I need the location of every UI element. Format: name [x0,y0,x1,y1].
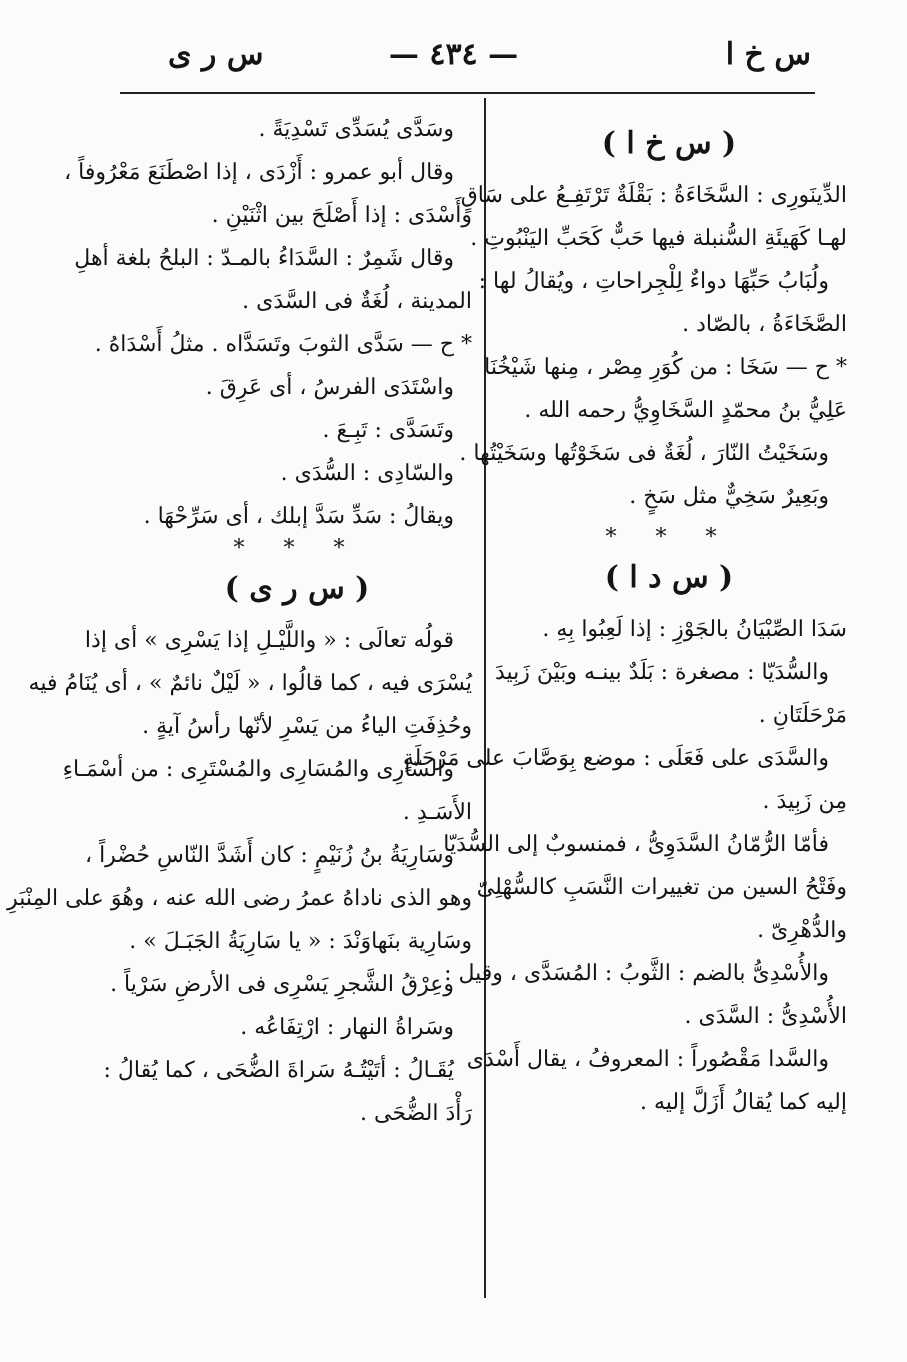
entry-line: والسّارِى والمُسَارِى والمُسْتَرِى : من أسْمَـاءِ [62,757,454,782]
entry-line: يُقَـالُ : أتَيْتُـهُ سَراةَ الضُّحَى ، كما يُقالُ : [103,1058,454,1083]
entry-line: وقال شَمِرٌ : السَّدَاءُ بالمـدّ : البلحُ بلغة أهلِ [74,246,454,271]
header-root-left: س ر ى [168,37,264,72]
entry-line: والسَّدَى على فَعَلَى : موضع بِوَصَّابَ على مَرْحَلَةٍ [402,746,829,771]
section-title-sada: ( س د ا ) [604,560,734,595]
entry-line: ولُبَابُ حَبِّهَا دواءٌ لِلْجِراحاتِ ، ويُقالُ لها : [478,269,829,294]
entry-line: والدُّهْرِىّ . [757,918,847,943]
left-column [7,117,472,1145]
entry-line: يُسْرَى فيه ، كما قالُوا ، « لَيْلٌ نائمٌ » ، أى يُنَامُ فيه [28,671,472,696]
entry-line: قولُه تعالَى : « واللَّيْـلِ إذا يَسْرِى » أى إذا [84,628,454,653]
entry-line: والأُسْدِىُّ بالضم : الثَّوبُ : المُسَدَّى ، وقيل : [444,961,829,986]
entry-line: وسَخَيْتُ النّارَ ، لُغَةٌ فى سَخَوْتُها وسَخَيْتُها . [459,441,829,466]
entry-line: وسَارِية بنَهاوَنْدَ : « يا سَارِيَةُ الجَبَـلَ » . [129,929,472,954]
entry-line: وسَارِيَةُ بنُ زُنَيْمٍ : كان أَشَدَّ النّاسِ حُضْراً ، [84,843,454,868]
entry-line: المدينة ، لُغَةٌ فى السَّدَى . [242,289,472,314]
entry-line: وعِرْقُ الشَّجرِ يَسْرِى فى الأرضِ سَرْياً . [110,972,454,997]
entry-line: الأُسْدِىُّ : السَّدَى . [684,1004,847,1029]
entry-line: الصَّخَاءَةُ ، بالصّاد . [682,312,847,337]
entry-line: وفَتْحُ السين من تغييرات النَّسَبِ كالسُّهْلِىّ [476,875,847,900]
section-separator: * * * [605,525,733,550]
entry-line: * ح — سَدَّى الثوبَ وتَسَدَّاه . مثلُ أَسْدَاهُ . [94,332,472,357]
entry-line: وقال أبو عمرو : أَزْدَى ، إذا اصْطَنَعَ مَعْرُوفاً ، [64,160,454,185]
entry-line: رَأْدَ الضُّحَى . [360,1101,472,1126]
entry-line: واسْتَدَى الفرسُ ، أى عَرِقَ . [205,375,454,400]
entry-line: ويقالُ : سَدِّ سَدَّ إبلك ، أى سَرِّحْهَا . [143,504,454,529]
entry-line: وأَسْدَى : إذا أَصْلَحَ بين اثْنَيْنِ . [211,203,472,228]
entry-line: وسَدَّى يُسَدِّى تَسْدِيَةً . [258,117,454,142]
entry-line: وحُذِفَتِ الياءُ من يَسْرِ لأنّها رأسُ آيةٍ . [142,714,472,739]
entry-line: مِن زَبِيدَ . [762,789,847,814]
entry-line: سَدَا الصِّبْيَانُ بالجَوْزِ : إذا لَعِبُوا بِهِ . [542,617,847,642]
section-title-sakha: ( س خ ا ) [601,126,737,161]
entry-line: لهـا كَهَيئَةِ السُّنبلة فيها حَبٌّ كَحَبِّ اليَنْبُوتِ . [470,226,847,251]
entry-line: إليه كما يُقالُ أَزَلَّ إليه . [639,1090,847,1115]
entry-line: وسَراةُ النهار : ارْتِفَاعُه . [240,1015,454,1040]
header-root-right: س خ ا [725,37,811,72]
section-title-sara: ( س ر ى ) [224,571,370,606]
entry-line: وتَسَدَّى : تَبِـعَ . [322,418,454,443]
entry-line: فأمّا الرُّمّانُ السَّدَوِىُّ ، فمنسوبٌ إلى السُّدَيّا [443,832,829,857]
entry-line: والسّادِى : السُّدَى . [280,461,454,486]
entry-line: والسُّدَيّا : مصغرة : بَلَدٌ بينـه وبَيْنَ زَبِيدَ [494,660,829,685]
entry-line: عَلِيُّ بنُ محمّدٍ السَّخَاوِيُّ رحمه الله . [524,398,847,423]
entry-line: الدِّينَورِى : السَّخَاءَةُ : بَقْلَةٌ تَرْتَفِـعُ على سَاقٍ [460,183,847,208]
entry-line: والسَّدا مَقْصُوراً : المعروفُ ، يقال أَسْدَى [466,1047,829,1072]
header-rule [120,92,815,94]
entry-line: وهو الذى ناداهُ عمرُ رضى الله عنه ، وهُوَ على المِنْبَرِ [7,886,472,911]
entry-line: وبَعِيرٌ سَخِيٌّ مثل سَخٍ . [629,484,829,509]
entry-line: * ح — سَخَا : من كُوَرِ مِصْر ، مِنها شَيْخُنَا [484,355,847,380]
page-number: — ٤٣٤ — [388,37,519,72]
entry-line: الأَسَـدِ . [402,800,472,825]
entry-line: مَرْحَلَتَانِ . [758,703,847,728]
section-separator: * * * [233,536,361,561]
